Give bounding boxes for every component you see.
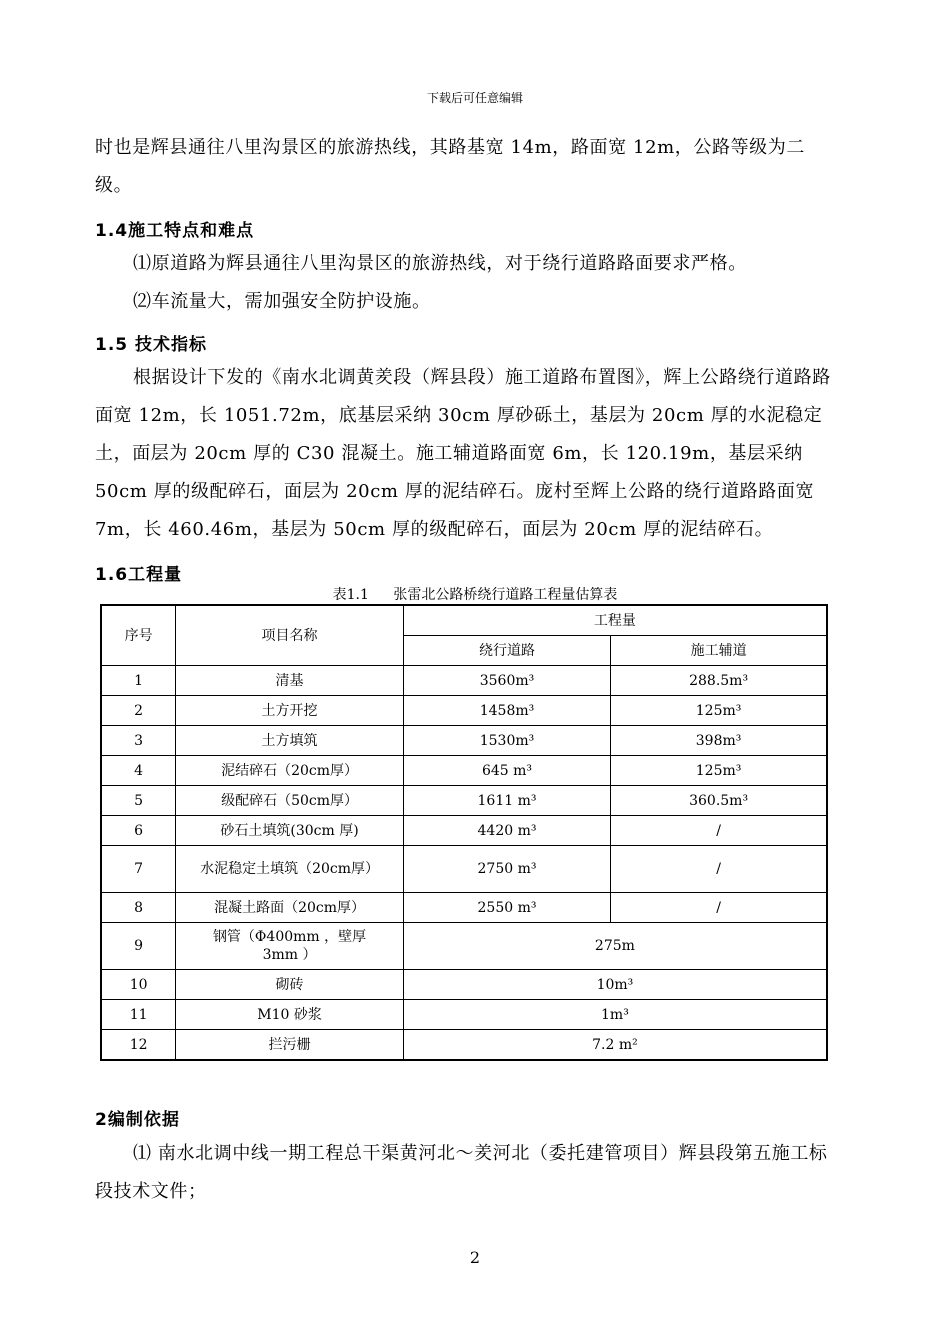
difficulty-item-2: ⑵车流量大，需加强安全防护设施。 [133, 291, 431, 312]
table-caption [0, 584, 950, 604]
row-name: 混凝土路面（20cm厚） [176, 893, 404, 923]
row-detour: 3560m³ [403, 666, 610, 696]
header-detour: 绕行道路 [403, 636, 610, 666]
row-no: 7 [101, 846, 176, 893]
row-merged-value: 1m³ [403, 1000, 827, 1030]
row-aux: 398m³ [611, 726, 827, 756]
section-1-6-heading: 1.6工程量 [95, 565, 183, 585]
table-caption-number: 表1.1 [332, 587, 369, 603]
row-detour: 2550 m³ [403, 893, 610, 923]
row-aux: / [611, 846, 827, 893]
row-aux: 125m³ [611, 756, 827, 786]
row-no: 10 [101, 970, 176, 1000]
row-no: 6 [101, 816, 176, 846]
table-row [101, 970, 827, 1000]
table-row [101, 1030, 827, 1061]
page-number: 2 [469, 1248, 481, 1267]
table-row [101, 1000, 827, 1030]
row-merged-value: 10m³ [403, 970, 827, 1000]
difficulty-item-1: ⑴原道路为辉县通往八里沟景区的旅游热线，对于绕行道路路面要求严格。 [133, 253, 747, 274]
table-row [101, 846, 827, 893]
row-no: 5 [101, 786, 176, 816]
row-name: 级配碎石（50cm厚） [176, 786, 404, 816]
row-detour: 645 m³ [403, 756, 610, 786]
table-row [101, 726, 827, 756]
row-no: 11 [101, 1000, 176, 1030]
row-no: 3 [101, 726, 176, 756]
row-detour: 1530m³ [403, 726, 610, 756]
row-name: 钢管（Φ400mm ，壁厚3mm ） [176, 923, 404, 970]
row-name: 土方填筑 [176, 726, 404, 756]
row-aux: 360.5m³ [611, 786, 827, 816]
table-row [101, 923, 827, 970]
technical-specs-paragraph: 根据设计下发的《南水北调黄羑段（辉县段）施工道路布置图》，辉上公路绕行道路路面宽 12m，长 1051.72m，底基层采纳 30cm 厚砂砾土，基层为 20cm 厚的水泥稳定土，面层为 20cm 厚的 C30 混凝土。施工辅道路面宽 6m，长 120.19m，基层采纳 50cm 厚的级配碎石，面层为 20cm 厚的泥结碎石。庞村至辉上公路的绕行道路路面宽 7m，长 460.46m，基层为 50cm 厚的级配碎石，面层为 20cm 厚的泥结碎石。 [95, 367, 831, 540]
table-caption-title: 张雷北公路桥绕行道路工程量估算表 [393, 587, 618, 603]
row-no: 9 [101, 923, 176, 970]
row-name: 清基 [176, 666, 404, 696]
row-name: 泥结碎石（20cm厚） [176, 756, 404, 786]
header-aux: 施工辅道 [611, 636, 827, 666]
table-row [101, 893, 827, 923]
row-detour: 1458m³ [403, 696, 610, 726]
section-2-heading: 2编制依据 [95, 1110, 180, 1130]
row-name: 砌砖 [176, 970, 404, 1000]
row-detour: 1611 m³ [403, 786, 610, 816]
row-aux: / [611, 816, 827, 846]
row-no: 8 [101, 893, 176, 923]
row-name: 砂石土填筑(30cm 厚) [176, 816, 404, 846]
table-row [101, 756, 827, 786]
row-detour: 4420 m³ [403, 816, 610, 846]
row-merged-value: 275m [403, 923, 827, 970]
row-name: 水泥稳定土填筑（20cm厚） [176, 846, 404, 893]
row-no: 12 [101, 1030, 176, 1061]
row-detour: 2750 m³ [403, 846, 610, 893]
table-row [101, 816, 827, 846]
header-no: 序号 [101, 605, 176, 666]
header-quantity: 工程量 [403, 605, 827, 636]
basis-item-1: ⑴ 南水北调中线一期工程总干渠黄河北～羑河北（委托建管项目）辉县段第五施工标段技术文件； [95, 1143, 828, 1202]
row-no: 2 [101, 696, 176, 726]
section-1-5-heading: 1.5 技术指标 [95, 335, 208, 355]
table-row [101, 666, 827, 696]
section-1-4-heading: 1.4施工特点和难点 [95, 221, 255, 241]
quantity-table [100, 604, 828, 1061]
intro-paragraph: 时也是辉县通往八里沟景区的旅游热线，其路基宽 14m，路面宽 12m，公路等级为二级。 [95, 137, 805, 196]
row-name: 拦污栅 [176, 1030, 404, 1061]
row-name: M10 砂浆 [176, 1000, 404, 1030]
row-aux: 288.5m³ [611, 666, 827, 696]
row-no: 1 [101, 666, 176, 696]
row-no: 4 [101, 756, 176, 786]
row-name: 土方开挖 [176, 696, 404, 726]
row-merged-value: 7.2 m² [403, 1030, 827, 1061]
row-aux: / [611, 893, 827, 923]
header-name: 项目名称 [176, 605, 404, 666]
page-header: 下载后可任意编辑 [426, 91, 523, 105]
table-row [101, 786, 827, 816]
row-aux: 125m³ [611, 696, 827, 726]
table-row [101, 696, 827, 726]
